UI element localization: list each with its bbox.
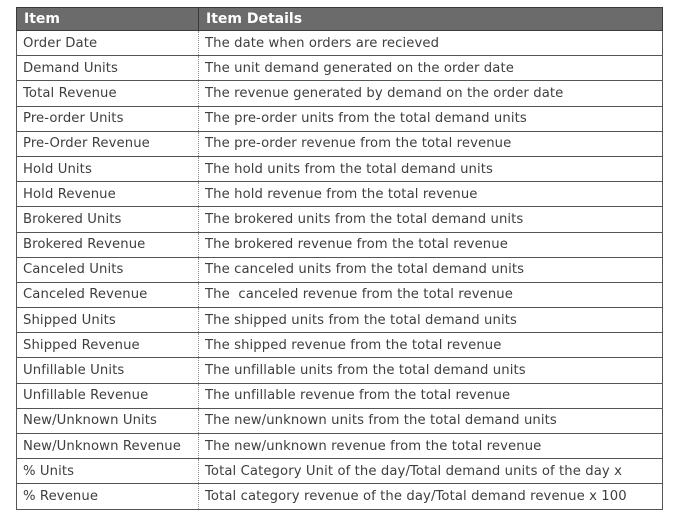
table-row	[17, 182, 663, 207]
table-row	[17, 56, 663, 81]
column-header-item: Item	[17, 8, 199, 31]
table-row	[17, 106, 663, 131]
item-cell: Demand Units	[17, 56, 199, 81]
table-row	[17, 383, 663, 408]
item-details-cell: The unit demand generated on the order date	[199, 56, 663, 81]
item-cell: Canceled Units	[17, 257, 199, 282]
table-body	[17, 31, 663, 510]
item-cell: Total Revenue	[17, 81, 199, 106]
item-details-cell: The date when orders are recieved	[199, 31, 663, 56]
table-row	[17, 333, 663, 358]
item-cell: Canceled Revenue	[17, 282, 199, 307]
table-row	[17, 156, 663, 181]
table-row	[17, 257, 663, 282]
table-row	[17, 131, 663, 156]
table-row	[17, 232, 663, 257]
item-details-cell: The shipped units from the total demand units	[199, 308, 663, 333]
item-cell: Pre-Order Revenue	[17, 131, 199, 156]
item-details-cell: Total category revenue of the day/Total demand revenue x 100	[199, 484, 663, 509]
item-details-cell: Total Category Unit of the day/Total demand units of the day x	[199, 459, 663, 484]
item-details-cell: The pre-order revenue from the total revenue	[199, 131, 663, 156]
table-row	[17, 408, 663, 433]
item-details-cell: The new/unknown units from the total demand units	[199, 408, 663, 433]
item-cell: % Units	[17, 459, 199, 484]
item-cell: % Revenue	[17, 484, 199, 509]
item-details-cell: The brokered revenue from the total revenue	[199, 232, 663, 257]
table-row	[17, 282, 663, 307]
item-details-cell: The unfillable units from the total demand units	[199, 358, 663, 383]
item-details-cell: The unfillable revenue from the total revenue	[199, 383, 663, 408]
item-cell: Brokered Revenue	[17, 232, 199, 257]
item-details-cell: The hold units from the total demand units	[199, 156, 663, 181]
item-cell: New/Unknown Revenue	[17, 434, 199, 459]
item-cell: Shipped Revenue	[17, 333, 199, 358]
header-row	[17, 8, 663, 31]
item-cell: Hold Revenue	[17, 182, 199, 207]
item-cell: Brokered Units	[17, 207, 199, 232]
table-row	[17, 31, 663, 56]
column-header-item-details: Item Details	[199, 8, 663, 31]
table-row	[17, 459, 663, 484]
item-cell: Hold Units	[17, 156, 199, 181]
item-details-cell: The pre-order units from the total demand units	[199, 106, 663, 131]
item-details-table	[16, 7, 663, 510]
item-details-cell: The canceled revenue from the total revenue	[199, 282, 663, 307]
item-details-cell: The canceled units from the total demand units	[199, 257, 663, 282]
table-row	[17, 308, 663, 333]
item-cell: Shipped Units	[17, 308, 199, 333]
table-row	[17, 484, 663, 509]
item-cell: New/Unknown Units	[17, 408, 199, 433]
table-row	[17, 358, 663, 383]
item-details-cell: The new/unknown revenue from the total revenue	[199, 434, 663, 459]
item-cell: Unfillable Revenue	[17, 383, 199, 408]
item-cell: Pre-order Units	[17, 106, 199, 131]
table-row	[17, 81, 663, 106]
item-details-cell: The hold revenue from the total revenue	[199, 182, 663, 207]
table-row	[17, 207, 663, 232]
table-header	[17, 8, 663, 31]
table-row	[17, 434, 663, 459]
item-details-table-container	[16, 7, 662, 510]
item-details-cell: The revenue generated by demand on the order date	[199, 81, 663, 106]
item-cell: Order Date	[17, 31, 199, 56]
item-details-cell: The shipped revenue from the total revenue	[199, 333, 663, 358]
item-cell: Unfillable Units	[17, 358, 199, 383]
item-details-cell: The brokered units from the total demand units	[199, 207, 663, 232]
